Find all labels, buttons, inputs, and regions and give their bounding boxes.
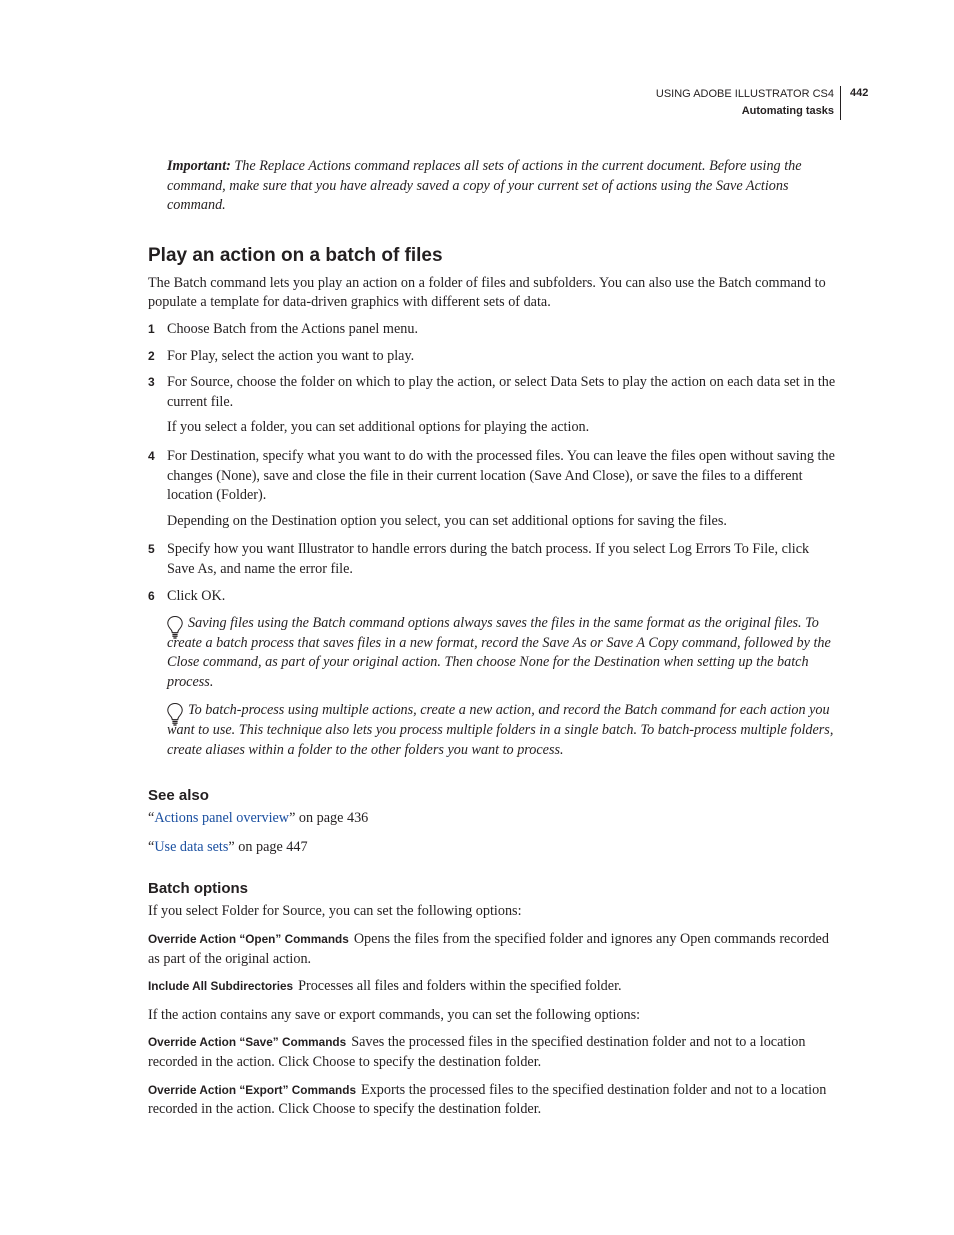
section-intro: The Batch command lets you play an action on a folder of files and subfolders. You can also use the Batch command to populate a template for data-driven graphics with different sets of data. bbox=[148, 274, 826, 311]
step-number: 4 bbox=[148, 448, 155, 463]
option-term: Override Action “Save” Commands bbox=[148, 1035, 347, 1050]
use-data-sets-link[interactable]: Use data sets bbox=[154, 838, 229, 855]
option-override-open bbox=[148, 930, 840, 969]
step-number: 1 bbox=[148, 321, 155, 336]
step-2 bbox=[148, 347, 840, 367]
actions-panel-overview-link[interactable]: Actions panel overview bbox=[154, 810, 290, 827]
important-label: Important: bbox=[167, 158, 231, 174]
section-heading: Play an action on a batch of files bbox=[148, 244, 443, 266]
step-5 bbox=[148, 540, 840, 579]
step-3 bbox=[148, 373, 840, 412]
steps-list bbox=[148, 320, 840, 606]
option-desc: Exports the processed files to the specified destination folder and not to a location recorded in the action. Click Choose to specify the destination folder. bbox=[148, 1081, 827, 1118]
header-title: USING ADOBE ILLUSTRATOR CS4 bbox=[655, 88, 834, 100]
tip-1 bbox=[167, 614, 840, 692]
quote-open: “ bbox=[148, 838, 155, 855]
ref-page: ” on page 447 bbox=[228, 838, 308, 855]
tip-2 bbox=[167, 701, 840, 760]
batch-options-heading: Batch options bbox=[148, 880, 248, 898]
step-text: Choose Batch from the Actions panel menu. bbox=[167, 320, 418, 337]
option-override-export bbox=[148, 1081, 840, 1120]
step-4-note: Depending on the Destination option you select, you can set additional options for saving the files. bbox=[167, 512, 727, 529]
header-subtitle: Automating tasks bbox=[741, 105, 834, 117]
step-number: 6 bbox=[148, 588, 155, 603]
important-note bbox=[167, 157, 840, 216]
batch-options-intro: If you select Folder for Source, you can set the following options: bbox=[148, 903, 522, 920]
ref-page: ” on page 436 bbox=[289, 810, 369, 827]
step-text: For Play, select the action you want to play. bbox=[167, 347, 415, 364]
important-text: The Replace Actions command replaces all sets of actions in the current document. Before using the command, make sure that you have already saved a copy of your current set of actions using the Save Actions command. bbox=[167, 158, 802, 214]
step-text: For Source, choose the folder on which to play the action, or select Data Sets to play the action on each data set in the current file. bbox=[167, 374, 836, 410]
see-also-heading: See also bbox=[148, 787, 209, 805]
tip-1-text: Saving files using the Batch command options always saves the files in the same format as the original files. To create a batch process that saves files in a new format, record the Save As or Save A Copy command, followed by the Close command, as part of your original action. Then choose None for the Destination when setting up the batch process. bbox=[167, 615, 831, 690]
step-number: 5 bbox=[148, 542, 155, 557]
option-desc: Opens the files from the specified folder and ignores any Open commands recorded as part of the original action. bbox=[148, 931, 829, 967]
option-desc: Saves the processed files in the specified destination folder and not to a location recorded in the action. Click Choose to specify the destination folder. bbox=[148, 1034, 806, 1070]
lightbulb-icon bbox=[166, 702, 184, 728]
step-text: Specify how you want Illustrator to handle errors during the batch process. If you select Log Errors To File, click Save As, and name the error file. bbox=[167, 541, 810, 577]
step-4 bbox=[148, 447, 840, 506]
page-number: 442 bbox=[850, 87, 869, 99]
batch-options-mid: If the action contains any save or export commands, you can set the following options: bbox=[148, 1006, 641, 1023]
step-text: For Destination, specify what you want to do with the processed files. You can leave the files open without saving the changes (None), save and close the file in their current location (Save And Close), or save the files to a different location (Folder). bbox=[167, 447, 835, 504]
step-text: Click OK. bbox=[167, 587, 226, 604]
step-6 bbox=[148, 587, 840, 607]
step-number: 3 bbox=[148, 375, 155, 390]
option-term: Override Action “Export” Commands bbox=[148, 1082, 357, 1097]
see-also-ref-1 bbox=[148, 809, 840, 829]
option-include-subdirectories bbox=[148, 977, 840, 997]
tip-2-text: To batch-process using multiple actions, create a new action, and record the Batch command for each action you want to use. This technique also lets you process multiple folders in a single batch. To batch-process multiple folders, create aliases within a folder to the other folders you want to process. bbox=[167, 702, 834, 758]
step-number: 2 bbox=[148, 348, 155, 363]
step-3-note: If you select a folder, you can set additional options for playing the action. bbox=[167, 419, 590, 436]
quote-open: “ bbox=[148, 810, 155, 827]
running-header bbox=[656, 86, 841, 120]
option-term: Override Action “Open” Commands bbox=[148, 932, 349, 947]
page-content bbox=[148, 157, 840, 1120]
option-term: Include All Subdirectories bbox=[148, 979, 294, 994]
see-also-ref-2 bbox=[148, 838, 840, 858]
option-override-save bbox=[148, 1033, 840, 1072]
lightbulb-icon bbox=[166, 615, 184, 641]
option-desc: Processes all files and folders within the specified folder. bbox=[298, 978, 622, 995]
step-1 bbox=[148, 320, 840, 340]
